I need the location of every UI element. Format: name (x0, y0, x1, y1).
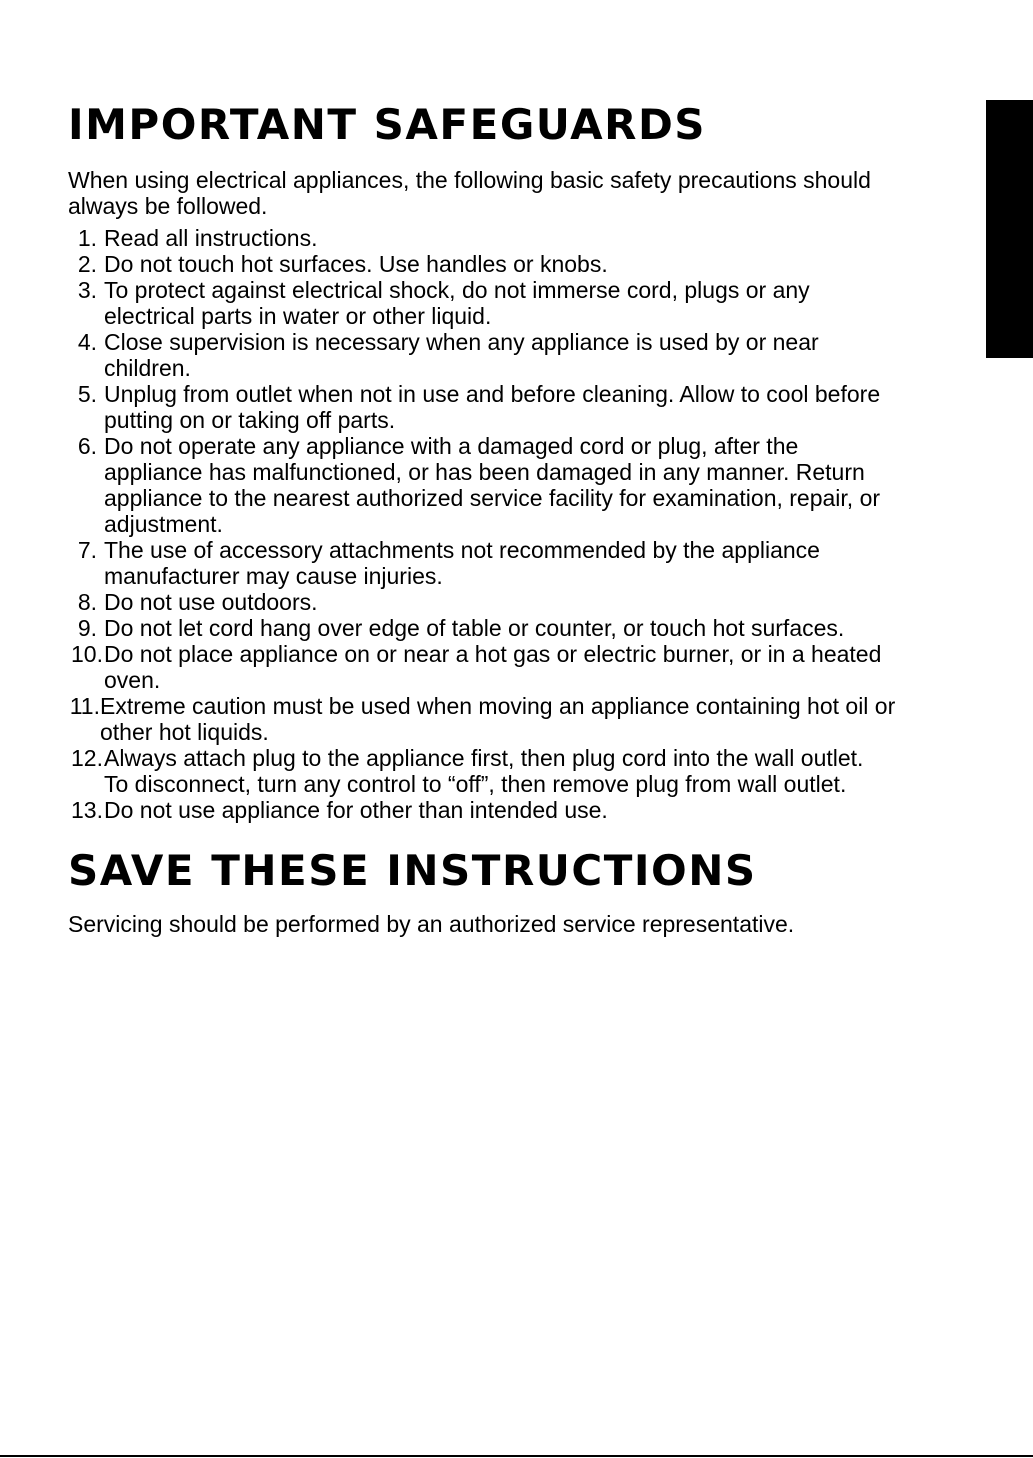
list-item-line: Read all instructions. (104, 225, 318, 251)
list-item-line: Always attach plug to the appliance first, then plug cord into the wall outlet. (104, 745, 864, 771)
bottom-rule (0, 1455, 1033, 1457)
list-item (0, 225, 895, 251)
list-item (0, 537, 895, 589)
list-item-line: appliance has malfunctioned, or has been damaged in any manner. Return (104, 459, 865, 485)
list-item-line: The use of accessory attachments not recommended by the appliance (104, 537, 820, 563)
list-item-number: 4. (77, 329, 97, 355)
list-item-number: 12. (71, 745, 103, 771)
list-item-line: Do not touch hot surfaces. Use handles or knobs. (104, 251, 608, 277)
list-item (0, 615, 895, 641)
list-item-line: putting on or taking off parts. (104, 407, 396, 433)
list-item-line: appliance to the nearest authorized service facility for examination, repair, or (104, 485, 881, 511)
safeguards-list (0, 225, 895, 823)
list-item (0, 693, 895, 745)
list-item-line: oven. (104, 667, 161, 693)
list-item (0, 797, 895, 823)
list-item (0, 329, 895, 381)
list-item-line: manufacturer may cause injuries. (104, 563, 443, 589)
list-item-number: 1. (77, 225, 97, 251)
save-instructions-heading: SAVE THESE INSTRUCTIONS (68, 846, 757, 895)
list-item (0, 641, 895, 693)
intro-line: always be followed. (68, 193, 268, 219)
list-item-number: 7. (77, 537, 97, 563)
list-item-number: 11. (69, 693, 100, 719)
list-item-line: children. (104, 355, 191, 381)
list-item-number: 10. (71, 641, 103, 667)
list-item-line: Do not use appliance for other than intended use. (104, 797, 608, 823)
list-item-number: 2. (77, 251, 97, 277)
list-item-line: other hot liquids. (100, 719, 269, 745)
list-item-number: 3. (77, 277, 97, 303)
list-item-line: electrical parts in water or other liquid. (104, 303, 492, 329)
list-item (0, 381, 895, 433)
list-item-number: 8. (77, 589, 97, 615)
list-item (0, 277, 895, 329)
list-item-line: adjustment. (104, 511, 223, 537)
list-item (0, 251, 895, 277)
servicing-note: Servicing should be performed by an authorized service representative. (68, 911, 795, 937)
list-item-line: Do not let cord hang over edge of table or counter, or touch hot surfaces. (104, 615, 845, 641)
list-item-line: Unplug from outlet when not in use and before cleaning. Allow to cool before (104, 381, 881, 407)
list-item-line: Do not place appliance on or near a hot gas or electric burner, or in a heated (104, 641, 882, 667)
list-item-line: Extreme caution must be used when moving an appliance containing hot oil or (100, 693, 896, 719)
list-item-line: To disconnect, turn any control to “off”, then remove plug from wall outlet. (104, 771, 847, 797)
list-item-number: 9. (77, 615, 97, 641)
list-item-line: Close supervision is necessary when any appliance is used by or near (104, 329, 819, 355)
language-edge-tab (986, 100, 1033, 358)
list-item-line: Do not use outdoors. (104, 589, 318, 615)
intro-line: When using electrical appliances, the following basic safety precautions should (68, 167, 871, 193)
list-item-number: 5. (77, 381, 97, 407)
page-title: IMPORTANT SAFEGUARDS (68, 100, 707, 149)
list-item (0, 745, 895, 797)
list-item (0, 589, 895, 615)
list-item-number: 13. (71, 797, 103, 823)
list-item-line: To protect against electrical shock, do not immerse cord, plugs or any (104, 277, 810, 303)
list-item-number: 6. (77, 433, 97, 459)
intro-paragraph (68, 167, 968, 219)
list-item-line: Do not operate any appliance with a damaged cord or plug, after the (104, 433, 799, 459)
list-item (0, 433, 895, 537)
